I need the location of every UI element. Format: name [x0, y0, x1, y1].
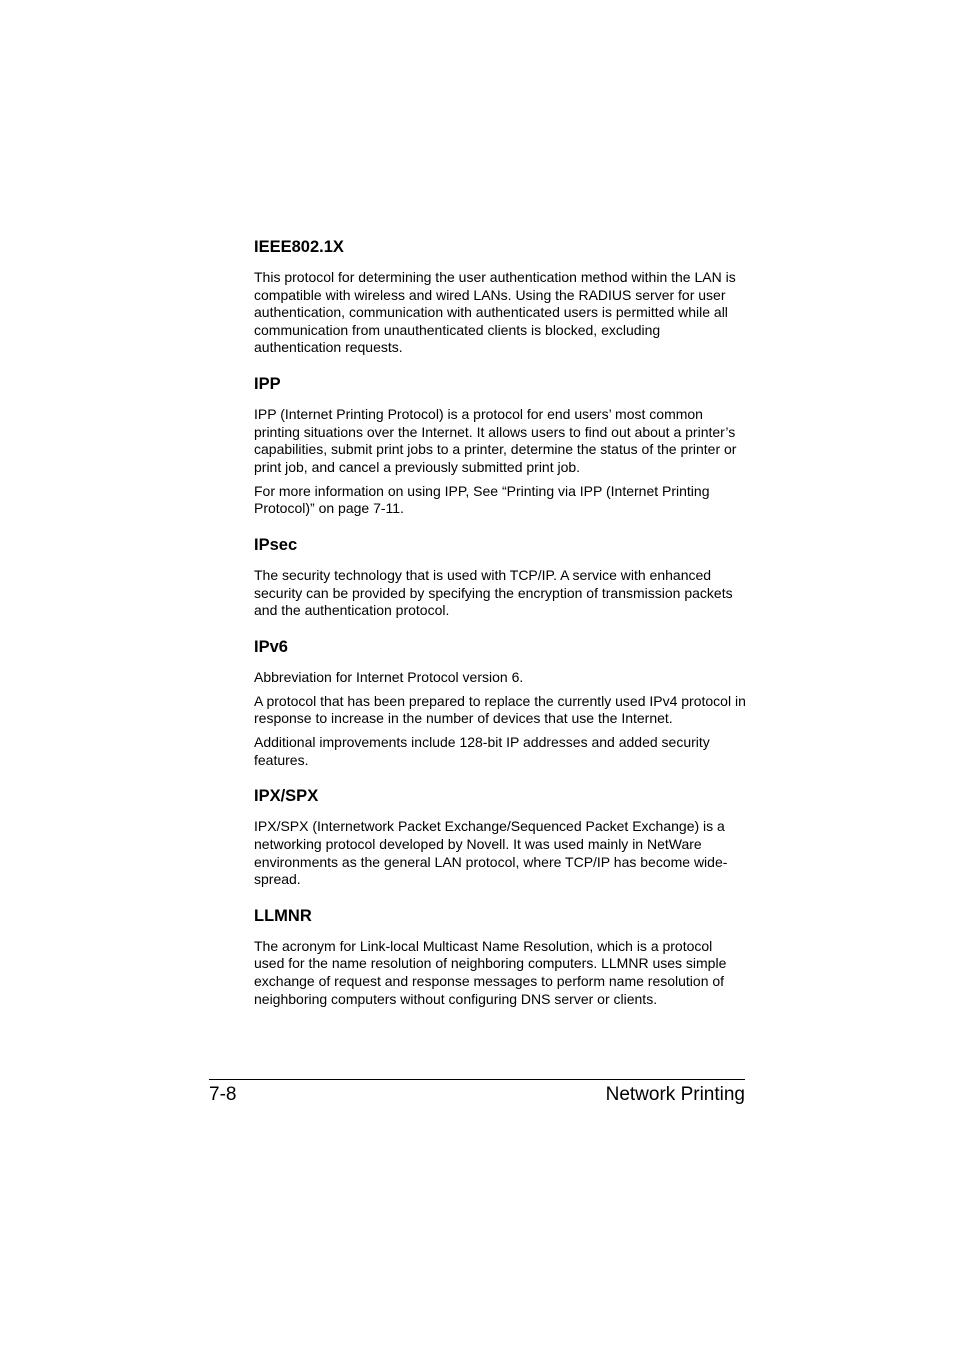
section-paragraph: Abbreviation for Internet Protocol version 6. [254, 668, 524, 685]
section-heading: IEEE802.1X [254, 238, 344, 256]
page-number: 7-8 [209, 1084, 237, 1105]
section-heading: LLMNR [254, 906, 312, 925]
section-heading: IPX/SPX [254, 787, 319, 806]
section-paragraph: The security technology that is used with TCP/IP. A service with enhanced security can be provided by specifying the encryption of transmission packets and the authentication protocol. [254, 566, 733, 619]
section-heading: IPsec [254, 535, 298, 554]
section-ipsec [254, 534, 746, 620]
section-paragraph: IPP (Internet Printing Protocol) is a protocol for end users’ most common printing situations over the Internet. It allows users to find out about a printer’s capabilities, submit print jobs to a printer, determine the status of the printer or print job, and cancel a previously submitted print job. [254, 405, 737, 475]
document-body [254, 236, 746, 1015]
section-ipv6 [254, 636, 746, 770]
section-paragraph: The acronym for Link-local Multicast Name Resolution, which is a protocol used for the name resolution of neighboring computers. LLMNR uses simple exchange of request and response messages to perform name resolution of neighboring computers without configuring DNS server or clients. [254, 937, 727, 1007]
page-footer [209, 1083, 745, 1106]
section-ieee8021x [254, 236, 746, 357]
chapter-title: Network Printing [605, 1084, 745, 1105]
section-paragraph: This protocol for determining the user authentication method within the LAN is compatible with wireless and wired LANs. Using the RADIUS server for user authentication, communication with authenticated users is permitted while all communication from unauthenticated clients is blocked, excluding authentication requests. [254, 269, 736, 356]
section-ipx-spx [254, 785, 746, 888]
section-paragraph: Additional improvements include 128-bit IP addresses and added security features. [254, 734, 710, 768]
cross-reference-paragraph: For more information on using IPP, See “Printing via IPP (Internet Printing Protocol)” on page 7-11. [254, 482, 710, 517]
footer-divider [209, 1079, 745, 1080]
section-heading: IPP [254, 374, 281, 393]
section-paragraph: A protocol that has been prepared to replace the currently used IPv4 protocol in response to increase in the number of devices that use the Internet. [254, 692, 746, 727]
section-llmnr [254, 905, 746, 1008]
section-ipp [254, 373, 746, 518]
section-paragraph: IPX/SPX (Internetwork Packet Exchange/Sequenced Packet Exchange) is a networking protocol developed by Novell. It was used mainly in NetWare environments as the general LAN protocol, where TCP/IP has become wide-spread. [254, 818, 728, 888]
section-heading: IPv6 [254, 637, 288, 656]
